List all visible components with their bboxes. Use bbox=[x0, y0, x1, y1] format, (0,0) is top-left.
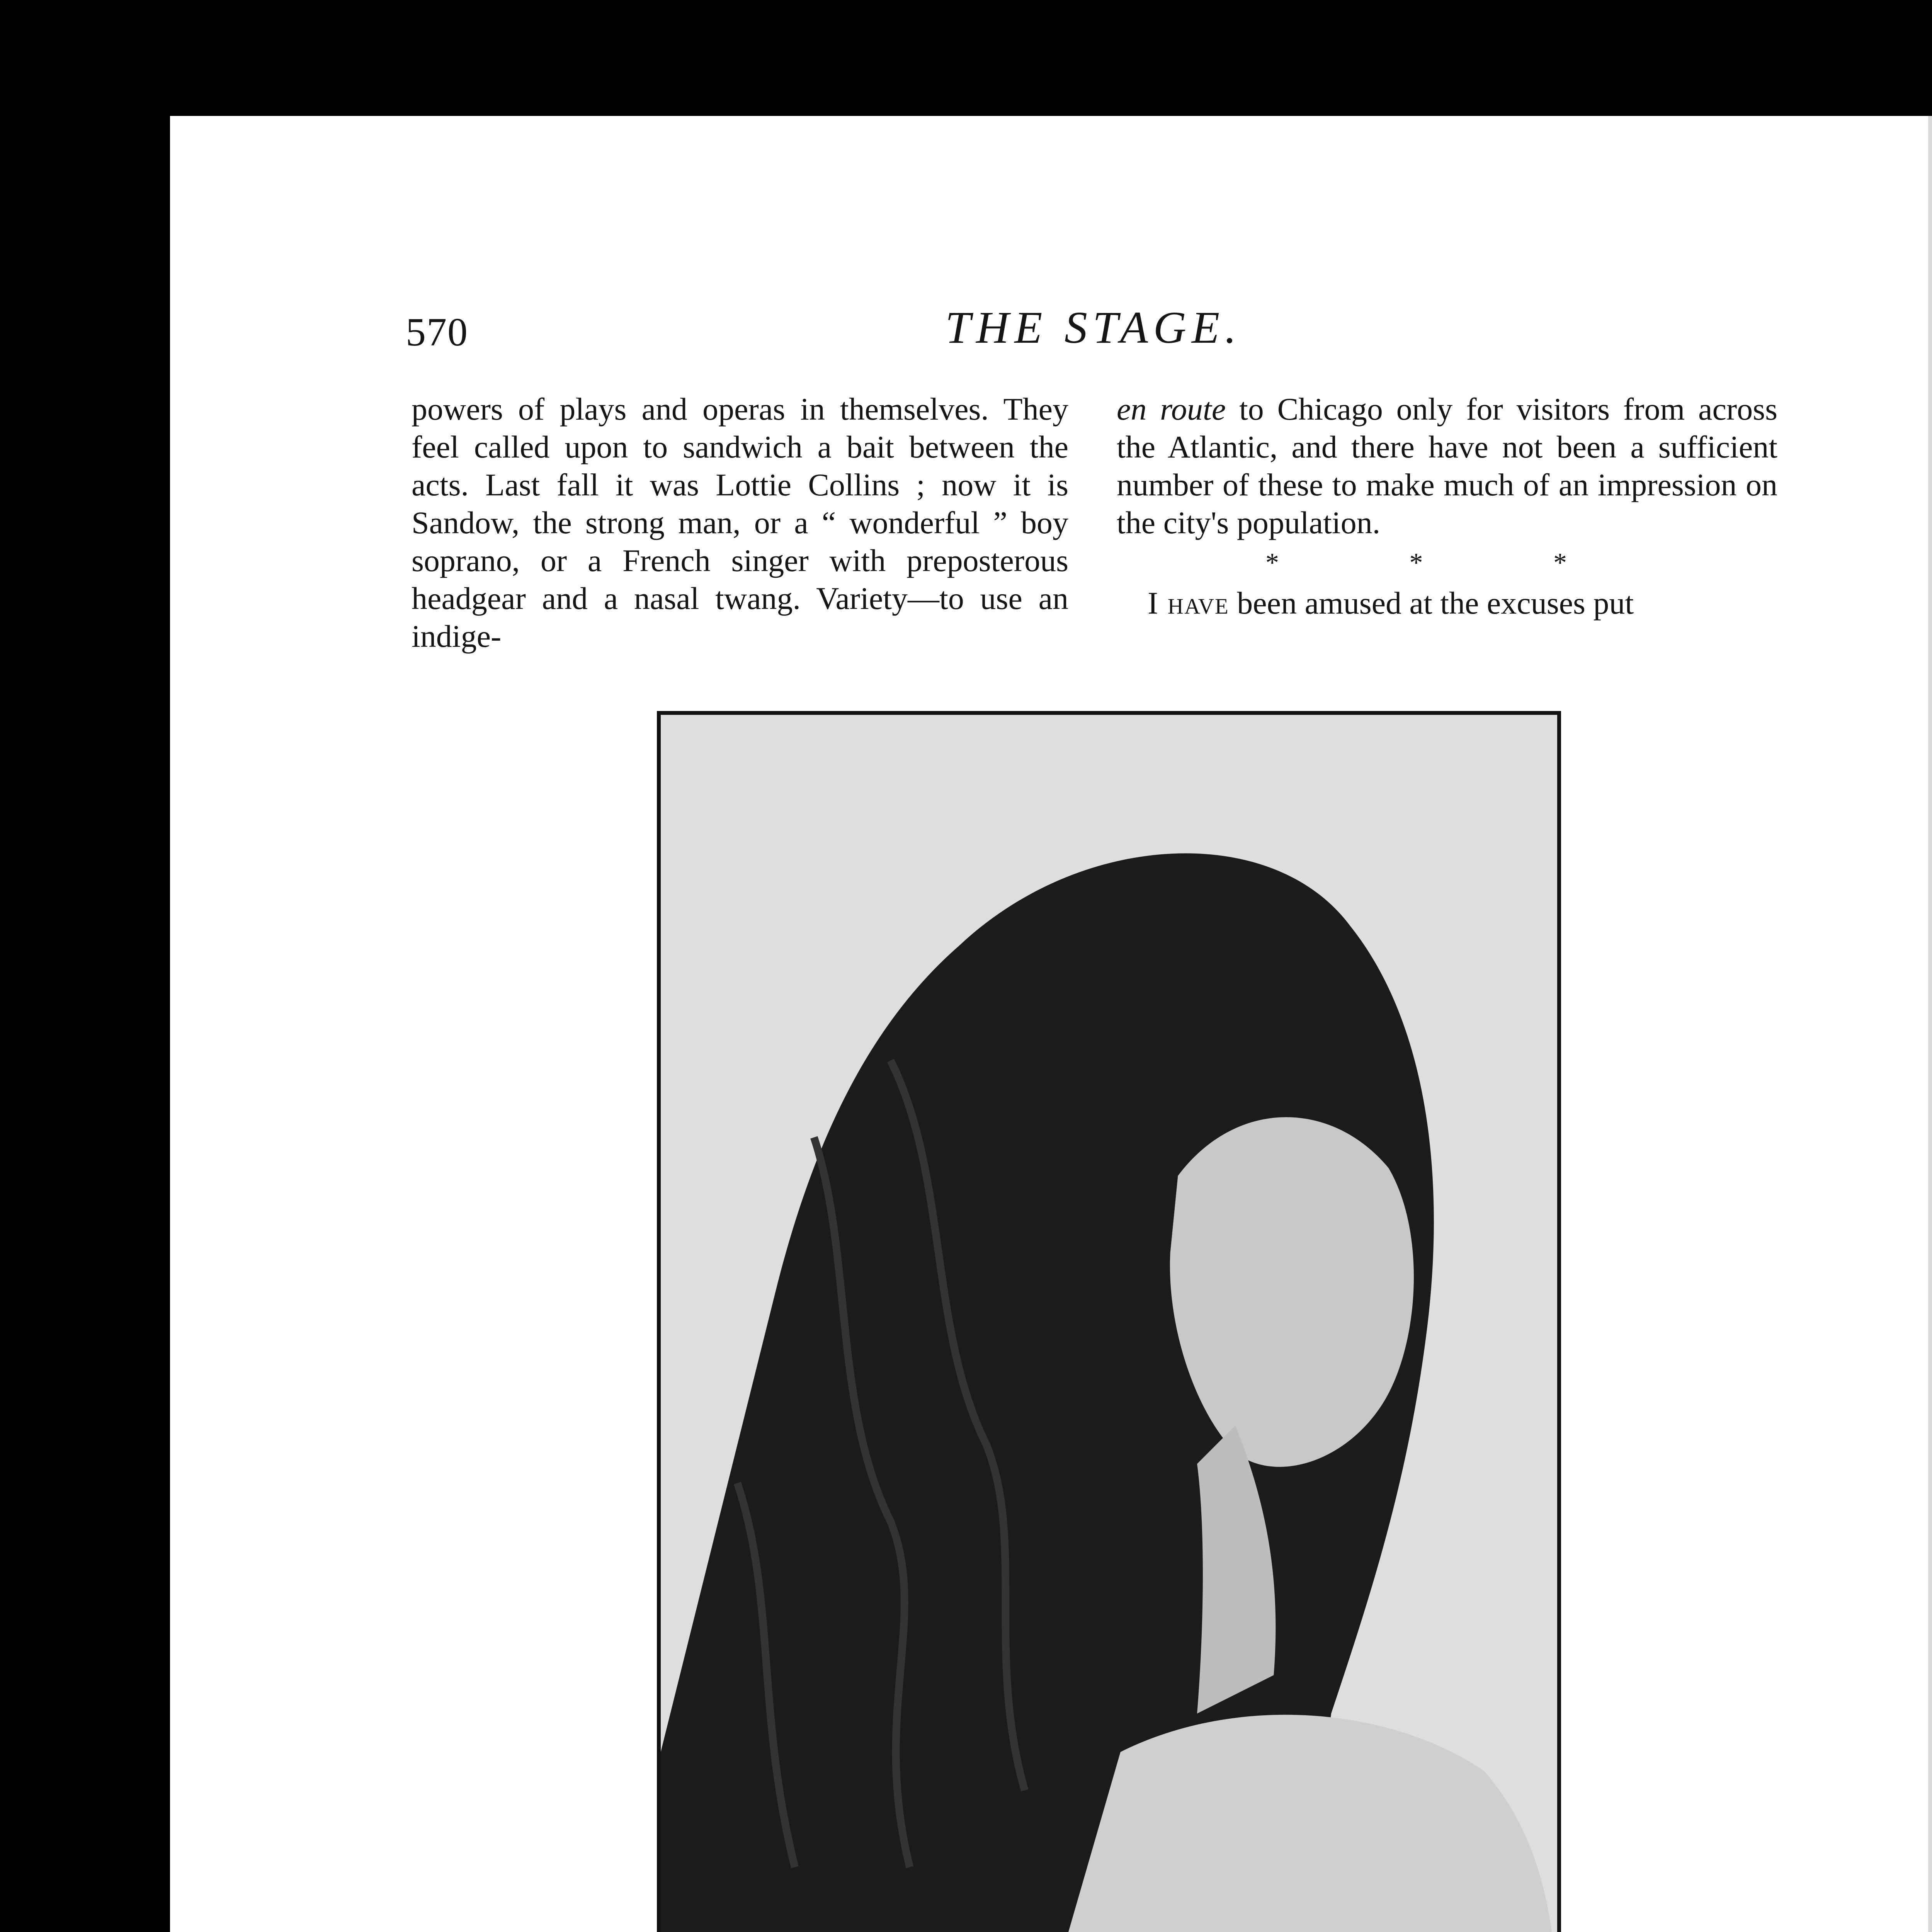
italic-phrase: en route bbox=[1117, 391, 1226, 427]
page-edge bbox=[1928, 116, 1932, 1932]
column-2-top bbox=[1117, 390, 1777, 622]
section-break-asterisks: * * * bbox=[1265, 548, 1629, 578]
paragraph bbox=[1117, 584, 1777, 622]
paragraph-text: been amused at the excuses put bbox=[1229, 585, 1634, 621]
page-header bbox=[406, 301, 1781, 359]
portrait-photograph bbox=[657, 711, 1561, 1932]
column-1-top bbox=[412, 390, 1068, 655]
page-number: 570 bbox=[406, 310, 468, 354]
small-caps-lead: I have bbox=[1148, 585, 1229, 621]
running-title: THE STAGE. bbox=[945, 302, 1242, 353]
paragraph-text: to Chicago only for visitors from across the Atlantic, and there have not been a sufficient number of these to make much of an impression on the city's population. bbox=[1117, 391, 1777, 540]
portrait-illustration bbox=[661, 715, 1557, 1932]
paragraph: powers of plays and operas in themselves. They feel called upon to sandwich a bait between the acts. Last fall it was Lottie Collins ; now it is Sandow, the strong man, or a “ wonderful ” boy soprano, or a French singer with preposterous headgear and a nasal twang. Variety—to use an indige- bbox=[412, 391, 1068, 654]
paragraph bbox=[1117, 390, 1777, 542]
